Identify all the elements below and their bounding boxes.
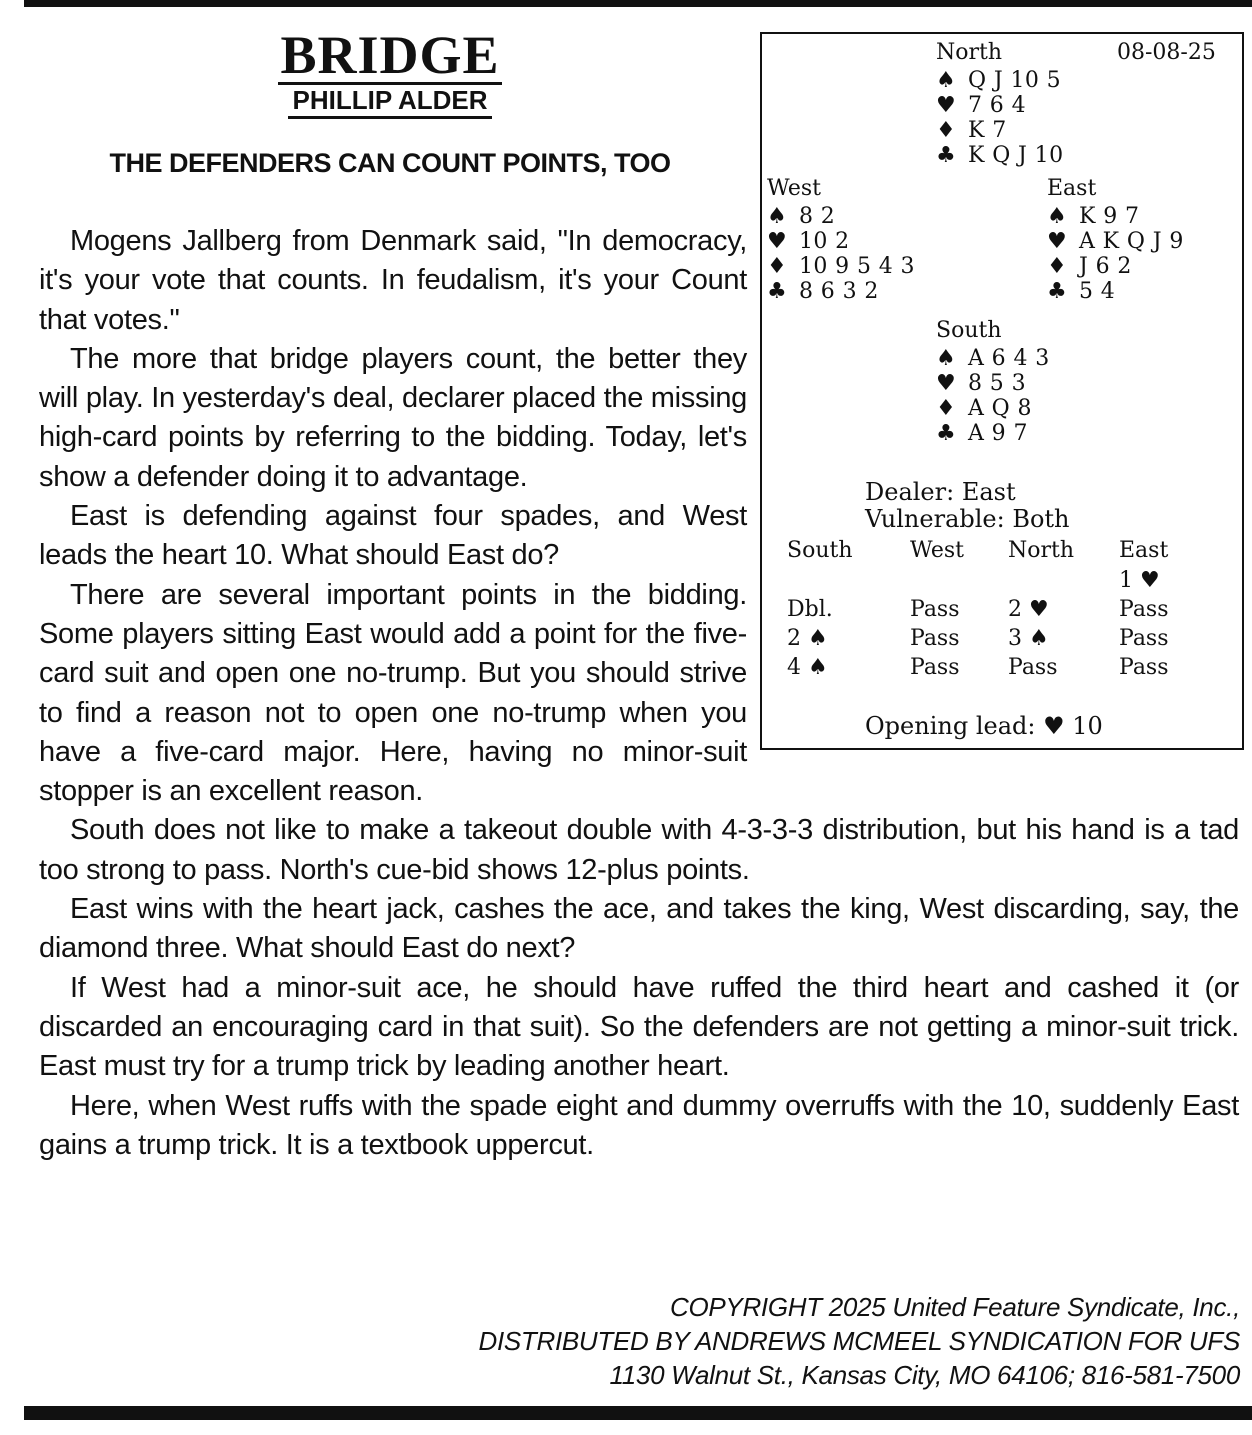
- east-clubs: 5 4: [1079, 279, 1116, 304]
- copyright-line: 1130 Walnut St., Kansas City, MO 64106; 816-581-7500: [609, 1360, 1240, 1390]
- south-hand: [936, 346, 1050, 446]
- article-paragraph: Here, when West ruffs with the spade eight and dummy overruffs with the 10, suddenly East gains a trump trick. It is a textbook uppercut.: [39, 1089, 1239, 1161]
- north-clubs: K Q J 10: [968, 143, 1064, 168]
- auction-header: East: [1119, 538, 1169, 563]
- auction-call: Pass: [1119, 626, 1169, 651]
- auction-call: Pass: [1119, 597, 1169, 622]
- west-label: West: [767, 176, 821, 201]
- column-title: BRIDGE: [280, 25, 500, 85]
- south-spades: A 6 4 3: [968, 346, 1050, 371]
- auction-call: 4 ♠: [787, 655, 828, 680]
- south-label: South: [936, 318, 1002, 343]
- east-diamonds: J 6 2: [1079, 254, 1132, 279]
- vulnerability-info: Vulnerable: Both: [865, 505, 1070, 533]
- deal-date: 08-08-25: [1117, 40, 1216, 65]
- article-paragraph: If West had a minor-suit ace, he should have ruffed the third heart and cashed it (or discarded an encouraging card in that suit). So the defenders are not getting a minor-suit trick. East must try for a trump trick by leading another heart.: [39, 971, 1239, 1083]
- east-label: East: [1047, 176, 1097, 201]
- auction-call: 2 ♠: [787, 626, 828, 651]
- spade-icon: ♠: [936, 68, 956, 93]
- article-paragraph: There are several important points in the bidding. Some players sitting East would add a point for the five-card suit and open one no-trump. But you should strive to find a reason not to open one no-trump when you have a five-card major. Here, having no minor-suit stopper is an excellent reason.: [39, 578, 747, 808]
- auction-call: Pass: [1119, 655, 1169, 680]
- west-spades: 8 2: [799, 204, 836, 229]
- copyright-line: COPYRIGHT 2025 United Feature Syndicate, Inc.,: [669, 1292, 1240, 1322]
- copyright-line: DISTRIBUTED BY ANDREWS MCMEEL SYNDICATION FOR UFS: [478, 1326, 1240, 1356]
- east-hand: [1047, 204, 1184, 304]
- spade-icon: ♠: [767, 204, 787, 229]
- column-author: PHILLIP ALDER: [288, 87, 491, 119]
- heart-icon: ♥: [936, 371, 956, 396]
- bridge-deal-diagram: [760, 32, 1244, 750]
- bottom-rule: [24, 1406, 1252, 1420]
- auction-call: 2 ♥: [1008, 597, 1049, 622]
- diamond-icon: ♦: [767, 254, 787, 279]
- club-icon: ♣: [936, 143, 956, 168]
- auction-call: 3 ♠: [1008, 626, 1049, 651]
- heart-icon: ♥: [936, 93, 956, 118]
- heart-icon: ♥: [1047, 229, 1067, 254]
- article-headline: THE DEFENDERS CAN COUNT POINTS, TOO: [109, 148, 671, 178]
- top-rule: [24, 0, 1252, 7]
- dealer-info: Dealer: East: [865, 478, 1016, 506]
- article-paragraph: The more that bridge players count, the better they will play. In yesterday's deal, declarer placed the missing high-card points by referring to the bidding. Today, let's show a defender doing it to advantage.: [39, 342, 747, 493]
- copyright-notice: [478, 1290, 1240, 1392]
- column-masthead: [0, 25, 780, 119]
- article-paragraph: East wins with the heart jack, cashes the ace, and takes the king, West discarding, say, the diamond three. What should East do next?: [39, 893, 1239, 965]
- auction-call: 1 ♥: [1119, 568, 1160, 593]
- club-icon: ♣: [767, 279, 787, 304]
- auction-header: South: [787, 538, 853, 563]
- west-clubs: 8 6 3 2: [799, 279, 879, 304]
- auction-call: Dbl.: [787, 597, 833, 622]
- article-paragraph: South does not like to make a takeout double with 4-3-3-3 distribution, but his hand is a tad too strong to pass. North's cue-bid shows 12-plus points.: [39, 814, 1239, 886]
- article-paragraph: Mogens Jallberg from Denmark said, "In democracy, it's your vote that counts. In feudalism, it's your Count that votes.": [39, 225, 747, 336]
- north-label: North: [936, 40, 1003, 65]
- north-diamonds: K 7: [968, 118, 1007, 143]
- west-hearts: 10 2: [799, 229, 850, 254]
- diamond-icon: ♦: [936, 118, 956, 143]
- north-spades: Q J 10 5: [968, 68, 1062, 93]
- auction-call: Pass: [910, 655, 960, 680]
- south-clubs: A 9 7: [968, 421, 1028, 446]
- east-spades: K 9 7: [1079, 204, 1140, 229]
- club-icon: ♣: [936, 421, 956, 446]
- east-hearts: A K Q J 9: [1079, 229, 1184, 254]
- south-diamonds: A Q 8: [968, 396, 1032, 421]
- spade-icon: ♠: [936, 346, 956, 371]
- north-hearts: 7 6 4: [968, 93, 1026, 118]
- article-paragraph: East is defending against four spades, and West leads the heart 10. What should East do?: [39, 500, 747, 572]
- spade-icon: ♠: [1047, 204, 1067, 229]
- heart-icon: ♥: [767, 229, 787, 254]
- auction-call: Pass: [910, 626, 960, 651]
- auction-call: Pass: [910, 597, 960, 622]
- auction-header: North: [1008, 538, 1075, 563]
- diamond-icon: ♦: [936, 396, 956, 421]
- opening-lead: Opening lead: ♥ 10: [865, 712, 1103, 740]
- south-hearts: 8 5 3: [968, 371, 1026, 396]
- auction-call: Pass: [1008, 655, 1058, 680]
- diamond-icon: ♦: [1047, 254, 1067, 279]
- west-diamonds: 10 9 5 4 3: [799, 254, 915, 279]
- west-hand: [767, 204, 915, 304]
- north-hand: [936, 68, 1063, 168]
- auction-header: West: [910, 538, 964, 563]
- club-icon: ♣: [1047, 279, 1067, 304]
